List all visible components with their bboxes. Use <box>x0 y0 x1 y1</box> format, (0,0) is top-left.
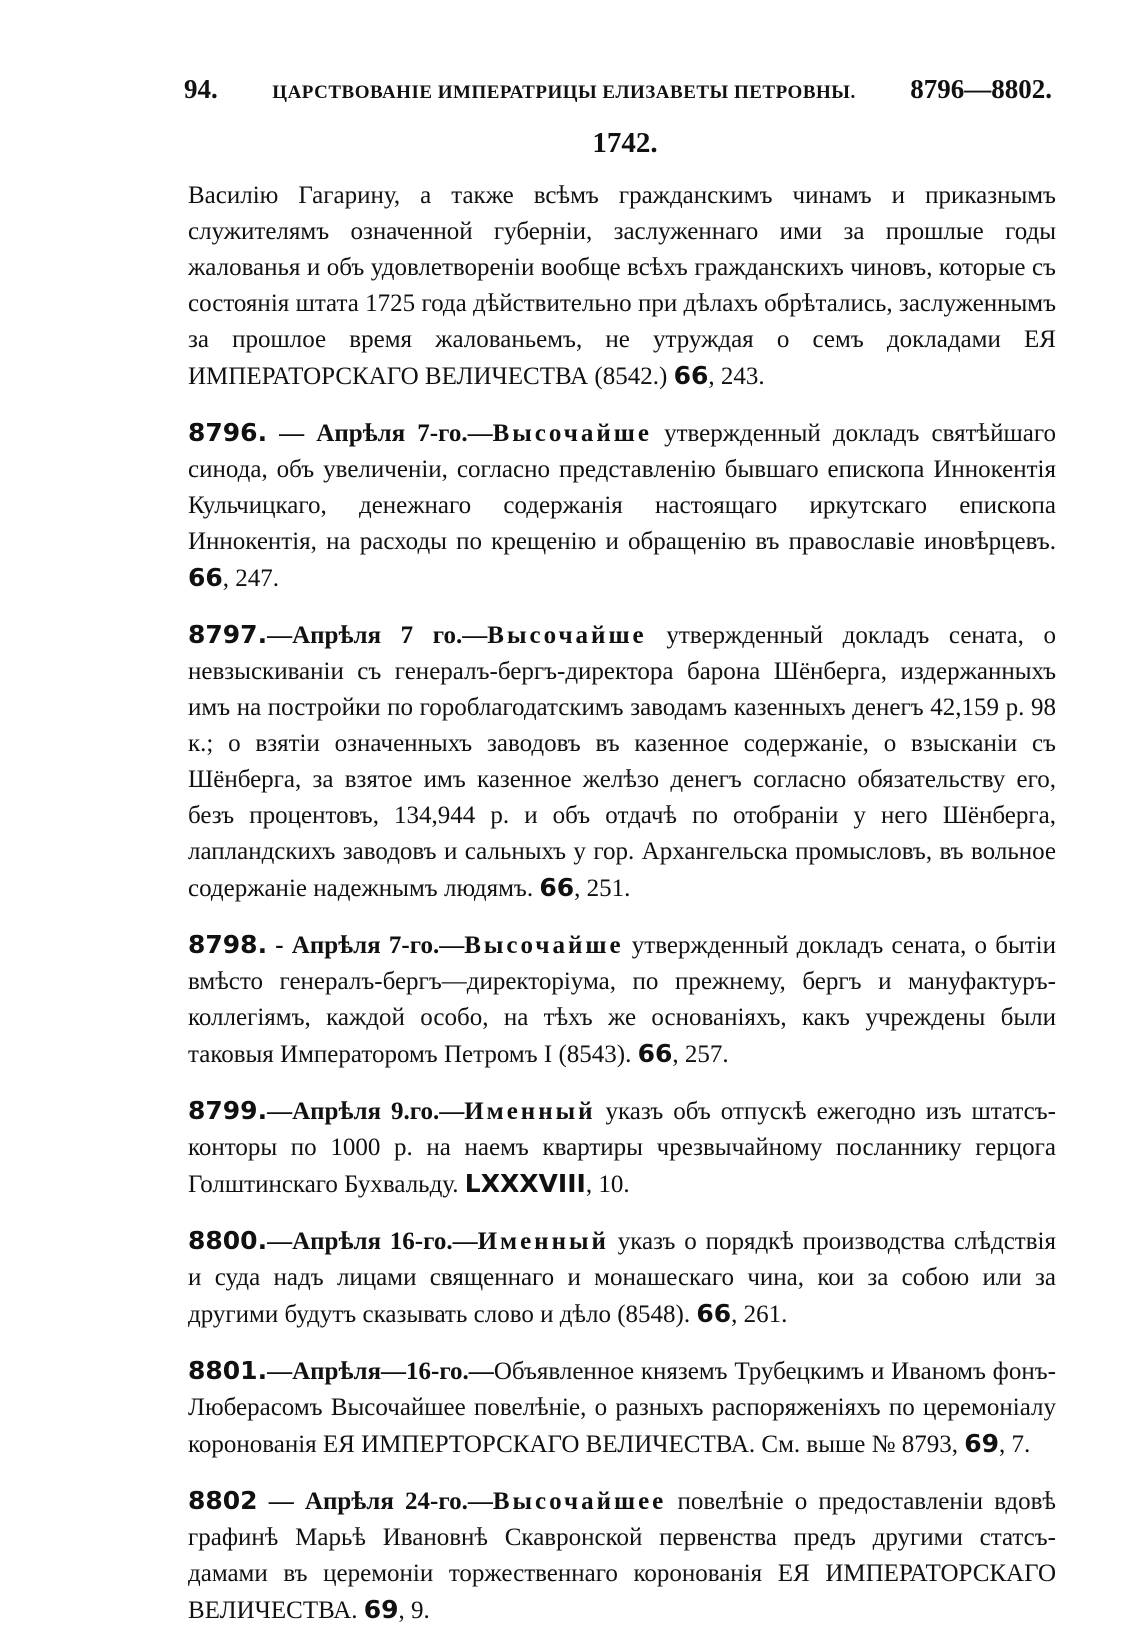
page-ref: , 247. <box>222 565 280 592</box>
running-title: ЦАРСТВОВАНІЕ ИМПЕРАТРИЦЫ ЕЛИЗАВЕТЫ ПЕТРОВНЫ. <box>272 82 856 103</box>
entry-number: 8797. <box>188 620 268 649</box>
entry-8798 <box>188 927 1056 1073</box>
page-ref: , 7. <box>999 1431 1031 1458</box>
entry-kind: Именный <box>477 1228 609 1255</box>
volume-ref: 66 <box>696 1299 732 1328</box>
entry-text: повелѣніе о предоставленіи вдовѣ графинѣ Марьѣ Ивановнѣ Скавронской первенства предъ другими статсъ-дамами въ церемоніи торжественнаго коронованія ЕЯ ИМПЕРАТОРСКАГО ВЕЛИЧЕСТВА. <box>188 1488 1056 1624</box>
entry-kind: Высочайше <box>487 622 647 649</box>
entry-date: —Апрѣля 9.го.— <box>267 1098 465 1125</box>
volume-ref: 69 <box>363 1595 399 1624</box>
entry-text: указъ объ отпускѣ ежегодно изъ штатсъ-конторы по 1000 р. на наемъ квартиры чрезвычайному посланнику герцога Голштинскаго Бухвальду. <box>188 1098 1056 1198</box>
entry-text: утвержденный докладъ сената, о невзыскиваніи съ генералъ-бергъ-директора барона Шёнберга, издержанныхъ имъ на постройки по гороблагодатскимъ заводамъ казенныхъ денегъ 42,159 р. 98 к.; о взятіи означенныхъ заводовъ въ казенное содержаніе, о взысканіи съ Шёнберга, за взятое имъ казенное желѣзо денегъ согласно обязательству его, безъ процентовъ, 134,944 р. и объ отдачѣ по отобраніи у него Шёнберга, лапландскихъ заводовъ и сальныхъ у гор. Архангельска промысловъ, въ вольное содержаніе надежнымъ людямъ. <box>188 622 1056 902</box>
entry-text: утвержденный докладъ святѣйшаго синода, объ увеличеніи, согласно представленію бывшаго епископа Иннокентія Кульчицкаго, денежнаго содержанія настоящаго иркутскаго епископа Иннокентія, на расходы по крещенію и обращенію въ православіе иновѣрцевъ. <box>188 420 1056 555</box>
intro-paragraph <box>188 178 1056 395</box>
entry-8796 <box>188 415 1056 597</box>
entry-number: 8796. <box>188 418 268 447</box>
entry-range: 8796—8802. <box>910 74 1052 104</box>
intro-text: Василію Гагарину, а также всѣмъ гражданскимъ чинамъ и приказнымъ служителямъ означенной губерніи, заслуженнаго ими за прошлые годы жалованья и объ удовлетвореніи вообще всѣхъ гражданскихъ чиновъ, которые съ состоянія штата 1725 года дѣйствительно при дѣлахъ обрѣтались, заслуженнымъ за прошлое время жалованьемъ, не утруждая о семъ докладами ЕЯ ИМПЕРАТОРСКАГО ВЕЛИЧЕСТВА (8542.) <box>188 182 1056 390</box>
entry-date: —Апрѣля 16-го.— <box>267 1228 478 1255</box>
volume-ref: 69 <box>964 1429 999 1458</box>
volume-ref: 66 <box>673 361 709 390</box>
page-ref: , 243. <box>708 363 765 390</box>
entry-text: Объявленное княземъ Трубецкимъ и Иваномъ фонъ-Люберасомъ Высочайшее повелѣніе, о разныхъ распоряженіяхъ по церемоніалу коронованія ЕЯ ИМПЕРТОРСКАГО ВЕЛИЧЕСТВА. См. выше № 8793, <box>188 1358 1056 1458</box>
volume-ref: 66 <box>188 563 223 592</box>
volume-ref: 66 <box>637 1039 673 1068</box>
entry-8797 <box>188 617 1056 907</box>
page-ref: , 251. <box>574 875 631 902</box>
entry-date: - Апрѣля 7-го.— <box>267 932 465 959</box>
volume-ref: LXXXVIII <box>464 1169 586 1198</box>
entry-number: 8798. <box>188 930 268 959</box>
entry-number: 8800. <box>188 1226 268 1255</box>
entry-date: —Апрѣля 7 го.— <box>267 622 488 649</box>
entry-kind: Именный <box>464 1098 596 1125</box>
entry-text: указъ о порядкѣ производства слѣдствія и суда надъ лицами священнаго и монашескаго чина, кои за собою или за другими будутъ сказывать слово и дѣло (8548). <box>188 1228 1056 1328</box>
page-ref: , 257. <box>672 1041 729 1068</box>
entry-date: —Апрѣля—16-го.— <box>267 1358 494 1385</box>
entry-kind: Высочайше <box>464 932 624 959</box>
volume-ref: 66 <box>539 873 575 902</box>
entry-kind: Высочайше <box>492 420 652 447</box>
entry-8801 <box>188 1353 1056 1463</box>
entry-8802 <box>188 1483 1056 1629</box>
entry-date: — Апрѣля 7-го.— <box>267 420 493 447</box>
page-ref: , 10. <box>585 1171 630 1198</box>
page-ref: , 9. <box>398 1597 430 1624</box>
entry-text: утвержденный докладъ сената, о бытіи вмѣсто генералъ-бергъ—директоріума, по прежнему, бергъ и мануфактуръ-коллегіямъ, каждой особо, на тѣхъ же основаніяхъ, какъ учреждены были таковыя Императоромъ Петромъ I (8543). <box>188 932 1056 1068</box>
running-header <box>184 74 1052 105</box>
entry-8799 <box>188 1093 1056 1203</box>
entry-number: 8802 <box>188 1486 258 1515</box>
entry-kind: Высочайшее <box>492 1488 667 1515</box>
entry-8800 <box>188 1223 1056 1333</box>
page-ref: , 261. <box>731 1301 788 1328</box>
page-number: 94. <box>184 74 218 104</box>
entry-number: 8801. <box>188 1356 268 1385</box>
year-heading: 1742. <box>592 127 658 159</box>
entry-number: 8799. <box>188 1096 268 1125</box>
entry-date: — Апрѣля 24-го.— <box>257 1488 493 1515</box>
